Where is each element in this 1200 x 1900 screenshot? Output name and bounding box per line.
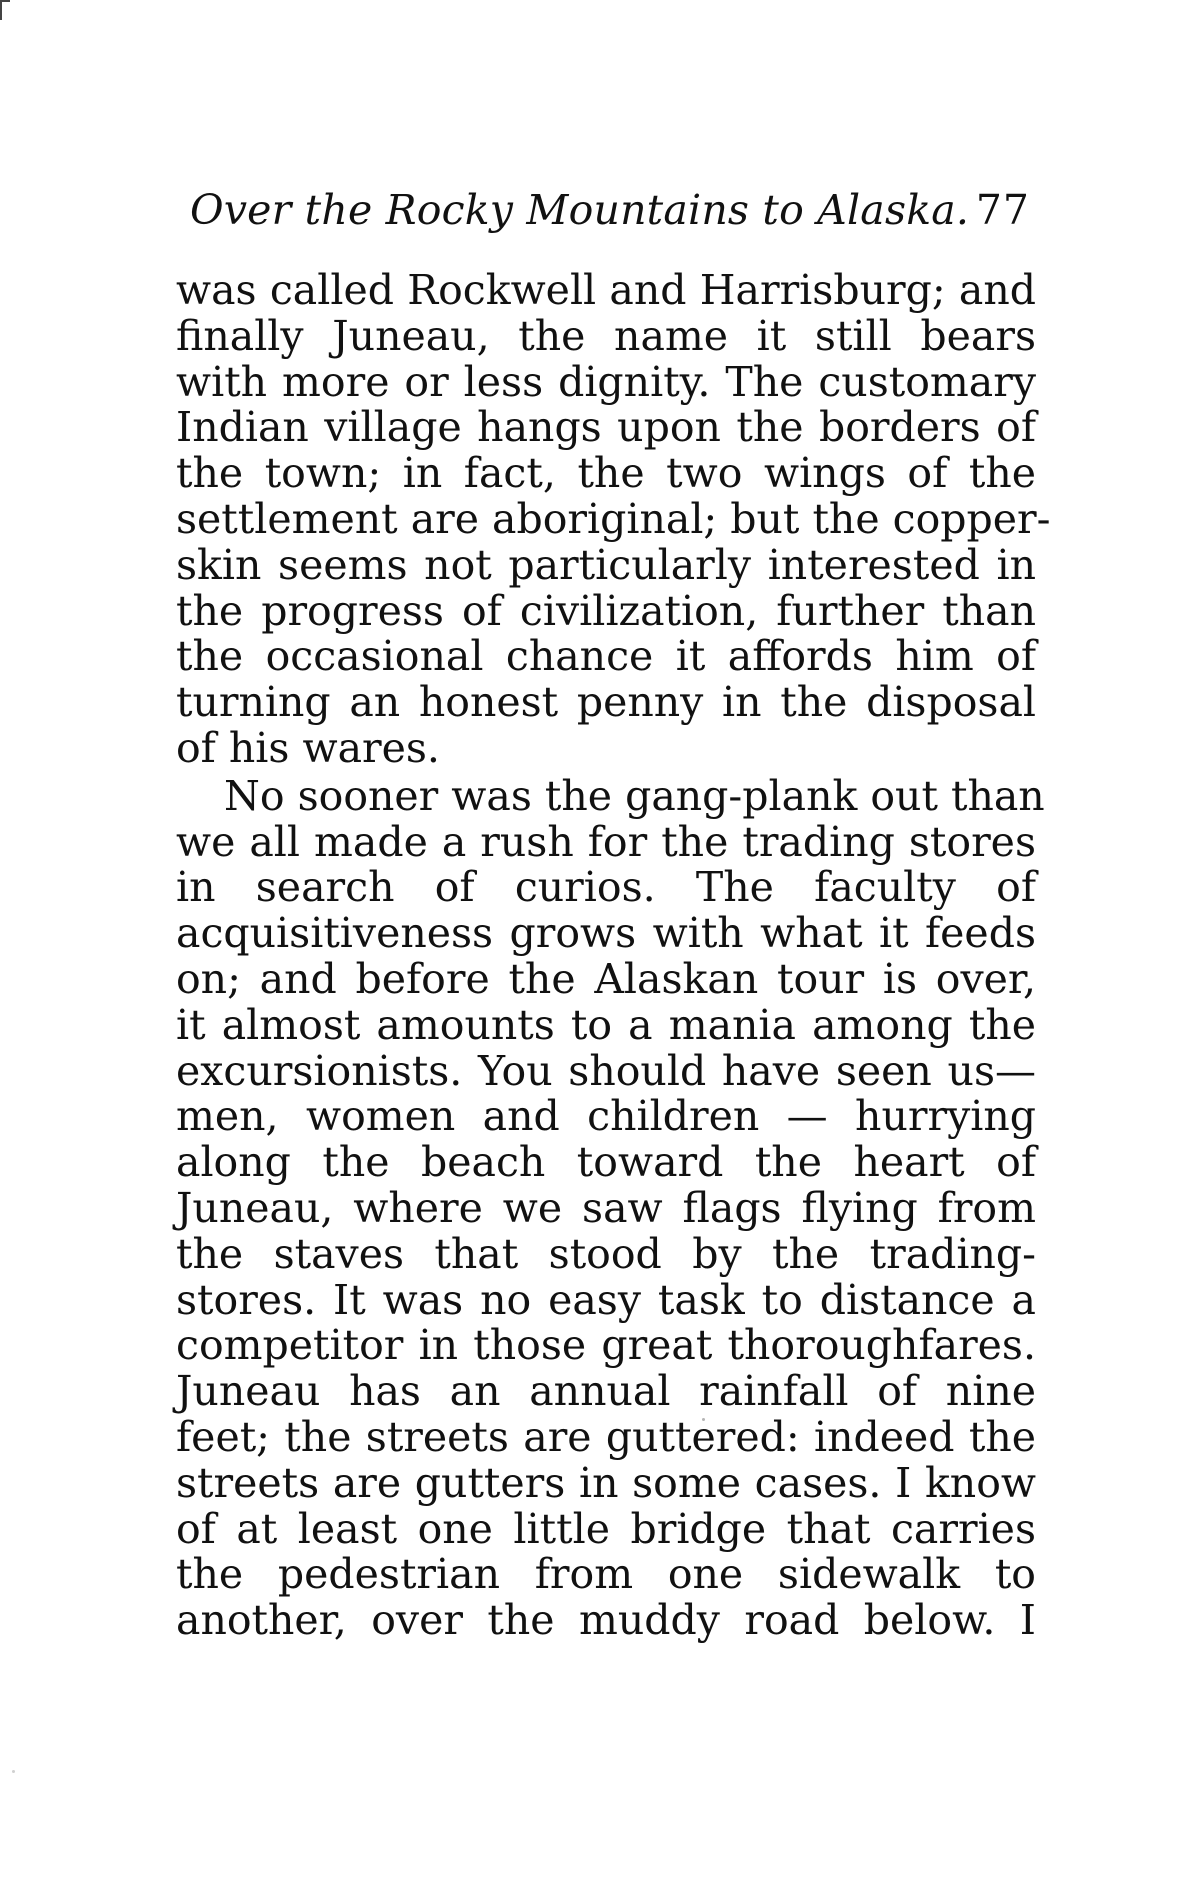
text-line: excursionists. You should have seen us—	[176, 1046, 1036, 1095]
text-line: feet; the streets are guttered: indeed the	[176, 1412, 1036, 1461]
text-line: along the beach toward the heart of	[176, 1138, 1036, 1187]
text-line: acquisitiveness grows with what it feeds	[176, 909, 1036, 958]
paragraph-one	[176, 266, 1051, 772]
text-line: the pedestrian from one sidewalk to	[176, 1550, 1036, 1599]
running-head	[190, 180, 1030, 240]
text-line: with more or less dignity. The customary	[176, 357, 1036, 406]
page-edge-mark	[0, 0, 10, 20]
text-line: of his wares.	[176, 723, 440, 772]
text-line: skin seems not particularly interested in	[176, 540, 1036, 589]
running-title: Over the Rocky Mountains to Alaska.	[190, 186, 970, 234]
page-body	[176, 266, 1051, 1645]
text-line: settlement are aboriginal; but the copper-	[176, 494, 1051, 543]
text-line: on; and before the Alaskan tour is over,	[176, 954, 1036, 1003]
paper-speck	[12, 1770, 15, 1773]
text-line: Juneau has an annual rainfall of nine	[176, 1367, 1036, 1416]
text-line: turning an honest penny in the disposal	[176, 678, 1036, 727]
page-number: 77	[975, 186, 1030, 234]
paragraph-two	[176, 771, 1045, 1645]
text-line: Indian village hangs upon the borders of	[176, 403, 1036, 452]
text-line: we all made a rush for the trading stores	[176, 817, 1036, 866]
text-line: was called Rockwell and Harrisburg; and	[176, 266, 1036, 314]
text-line: No sooner was the gang-plank out than	[224, 771, 1045, 820]
text-line: stores. It was no easy task to distance a	[176, 1275, 1036, 1324]
text-line: the town; in fact, the two wings of the	[176, 449, 1036, 498]
text-line: the progress of civilization, further than	[176, 586, 1036, 635]
text-line: in search of curios. The faculty of	[176, 863, 1036, 912]
text-line: it almost amounts to a mania among the	[176, 1000, 1036, 1049]
text-line: of at least one little bridge that carries	[176, 1504, 1036, 1553]
text-line: streets are gutters in some cases. I know	[176, 1458, 1036, 1507]
text-line: finally Juneau, the name it still bears	[176, 311, 1036, 360]
text-line: Juneau, where we saw flags flying from	[176, 1183, 1036, 1232]
text-line: competitor in those great thoroughfares.	[176, 1321, 1036, 1370]
text-line: another, over the muddy road below. I	[176, 1596, 1036, 1645]
text-line: men, women and children — hurrying	[176, 1092, 1036, 1141]
text-line: the staves that stood by the trading-	[176, 1229, 1036, 1278]
text-line: the occasional chance it affords him of	[176, 632, 1036, 681]
